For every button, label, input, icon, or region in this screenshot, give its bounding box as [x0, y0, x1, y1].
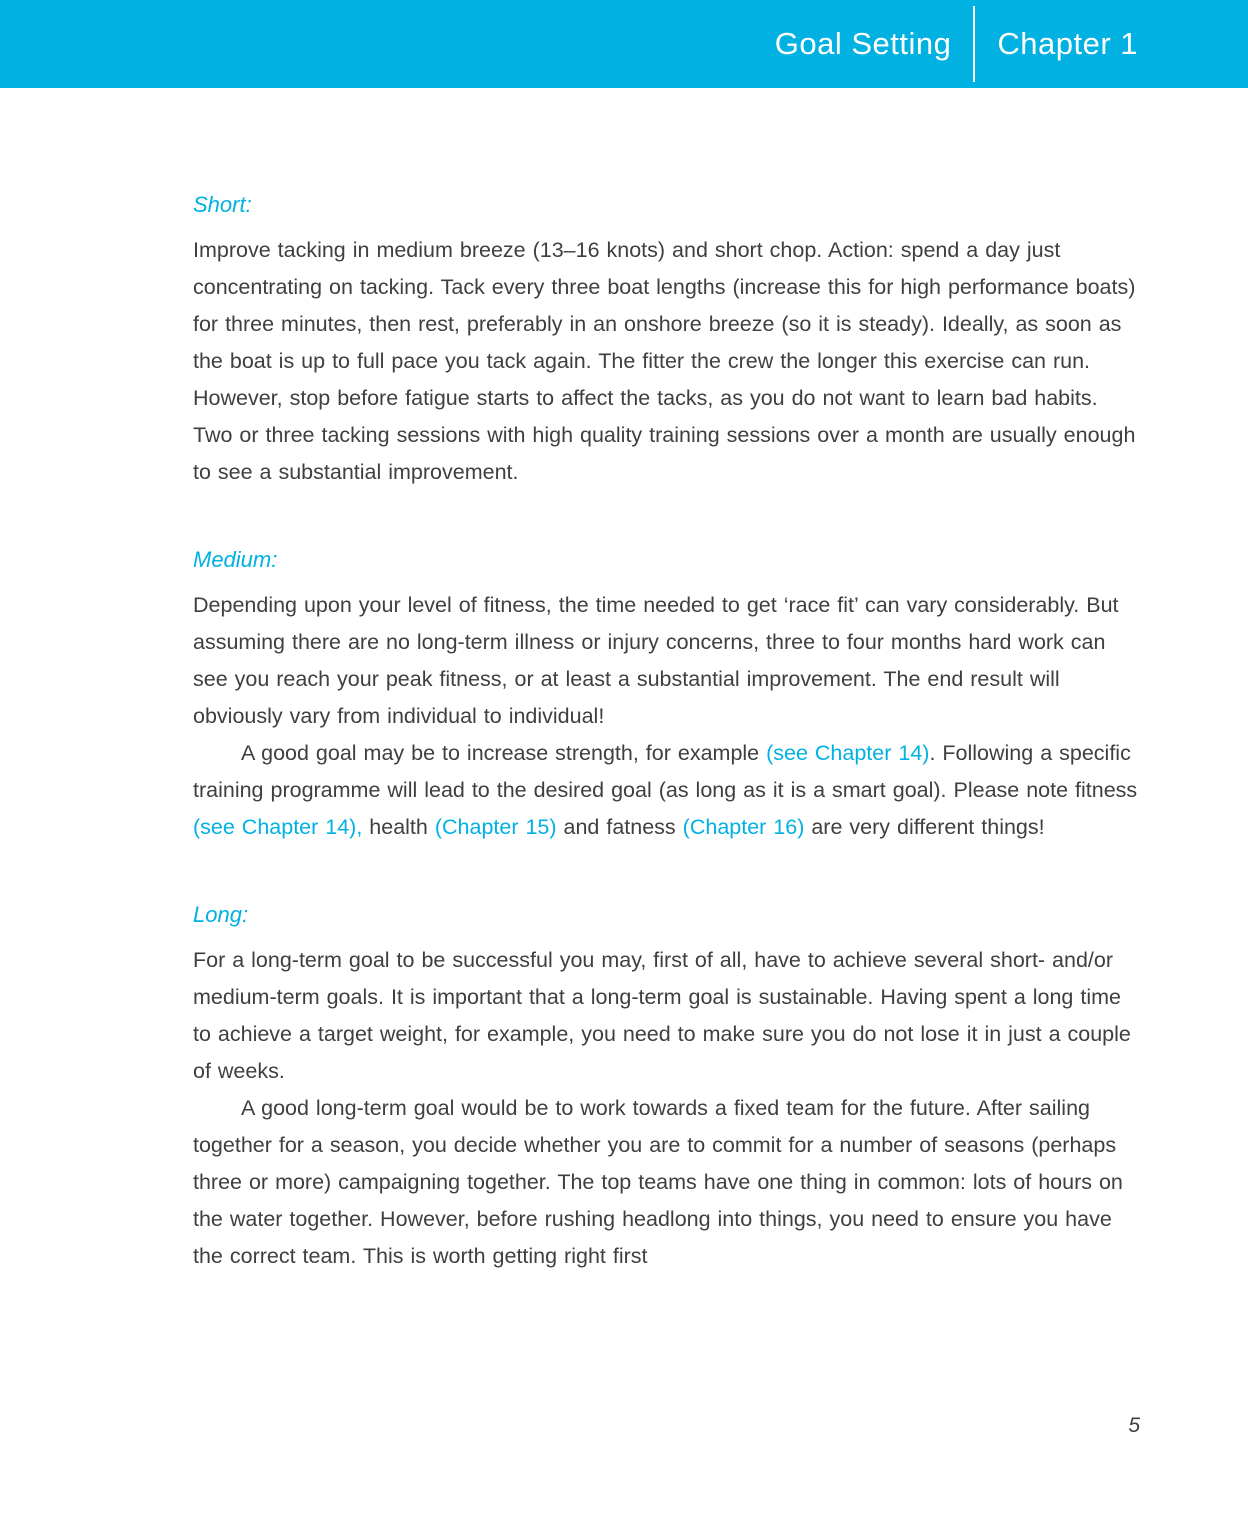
page-content — [193, 88, 1143, 1275]
section-medium — [193, 547, 1143, 846]
section-long — [193, 902, 1143, 1275]
section-short — [193, 192, 1143, 491]
section-title: Goal Setting — [774, 26, 952, 61]
text-run: Improve tacking in medium breeze (13–16 knots) and short chop. Action: spend a day just concentrating on tacking. Tack every three boat lengths (increase this for high performance boats) for three minutes, then rest, preferably in an onshore breeze (so it is steady). Ideally, as soon as the boat is up to full pace you tack again. The fitter the crew the longer this exercise can run. However, stop before fatigue starts to affect the tacks, as you do not want to learn bad habits. Two or three tacking sessions with high quality training sessions over a month are usually enough to see a substantial improvement. — [193, 238, 1136, 484]
text-run: For a long-term goal to be successful you may, first of all, have to achieve several short- and/or medium-term goals. It is important that a long-term goal is sustainable. Having spent a long time to achieve a target weight, for example, you need to make sure you do not lose it in just a couple of weeks. — [193, 948, 1131, 1083]
text-run: and fatness — [556, 815, 683, 839]
page-number: 5 — [1128, 1414, 1140, 1437]
paragraph — [193, 735, 1143, 846]
header-divider — [973, 6, 975, 82]
paragraph — [193, 1090, 1143, 1275]
paragraph — [193, 587, 1143, 735]
text-run: A good long-term goal would be to work towards a fixed team for the future. After sailing together for a season, you decide whether you are to commit for a number of seasons (perhaps three or more) campaigning together. The top teams have one thing in common: lots of hours on the water together. However, before rushing headlong into things, you need to ensure you have the correct team. This is worth getting right first — [193, 1096, 1123, 1268]
chapter-reference-link[interactable]: (Chapter 15) — [434, 815, 557, 839]
text-run: . Following a specific training programme will lead to the desired goal (as long as it is a smart goal). Please note fitness — [193, 741, 1138, 802]
chapter-header-band — [0, 0, 1248, 88]
paragraph — [193, 942, 1143, 1090]
section-heading-medium: Medium: — [193, 547, 278, 572]
chapter-reference-link[interactable]: (Chapter 16) — [682, 815, 805, 839]
section-heading-short: Short: — [193, 192, 252, 217]
text-run: A good goal may be to increase strength, for example — [241, 741, 767, 765]
section-heading-long: Long: — [193, 902, 249, 927]
chapter-reference-link[interactable]: (see Chapter 14) — [766, 741, 930, 765]
text-run: Depending upon your level of fitness, the time needed to get ‘race fit’ can vary considerably. But assuming there are no long-term illness or injury concerns, three to four months hard work can see you reach your peak fitness, or at least a substantial improvement. The end result will obviously vary from individual to individual! — [193, 593, 1119, 728]
chapter-title: Chapter 1 — [997, 26, 1138, 61]
text-run: are very different things! — [804, 815, 1045, 839]
text-run: health — [362, 815, 435, 839]
chapter-reference-link[interactable]: (see Chapter 14), — [193, 815, 363, 839]
paragraph — [193, 232, 1143, 491]
